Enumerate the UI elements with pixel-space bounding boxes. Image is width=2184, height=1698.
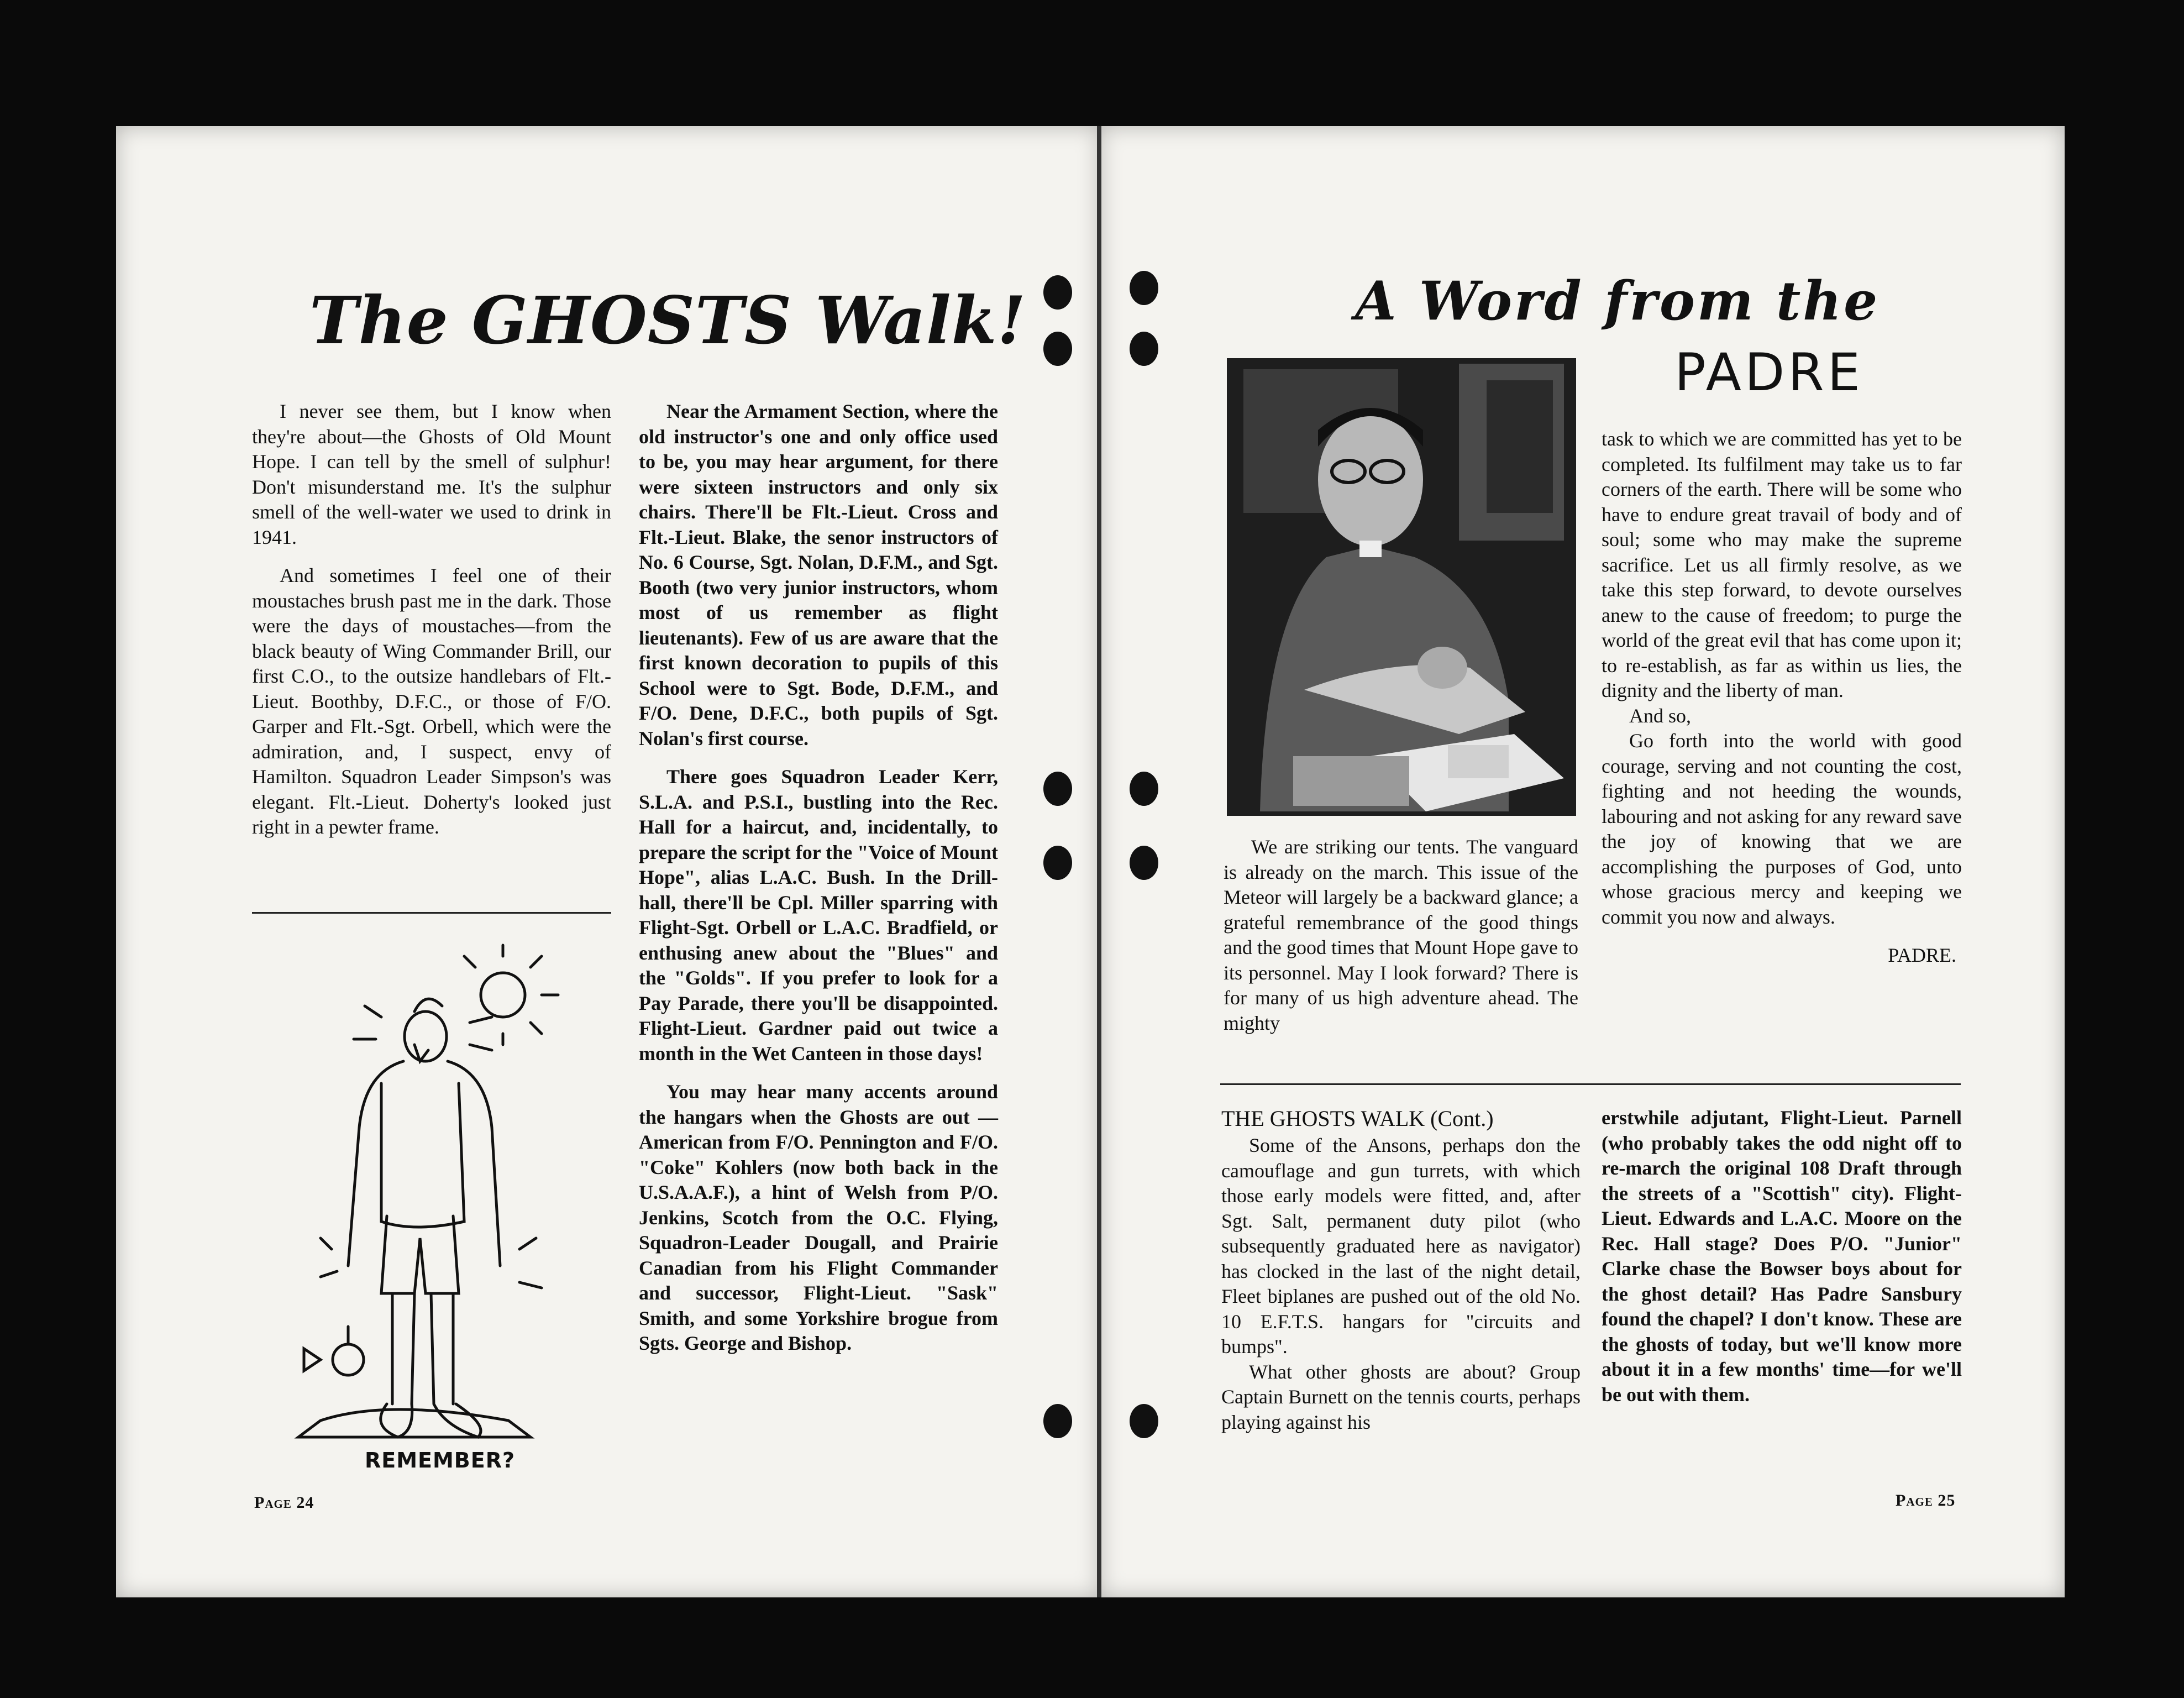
binder-hole-icon xyxy=(1130,271,1158,305)
padre-photo xyxy=(1227,358,1576,816)
binder-hole-icon xyxy=(1043,332,1072,366)
divider xyxy=(252,912,611,914)
padre-title-line1: A Word from the xyxy=(1355,270,1880,332)
paragraph: erstwhile adjutant, Flight-Lieut. Parnell (who probably takes the odd night off to re-march the original 108 Draft through the streets of a "Scottish" city). Flight-Lieut. Edwards and L.A.C. Moore on the Rec. Hall stage? Does P/O. "Junior" Clarke chase the Bowser boys about for the ghost detail? Has Padre Sansbury found the chapel? I don't know. These are the ghosts of today, but we'll know more about it in a few months' time—for we'll be out with them. xyxy=(1602,1107,1962,1406)
paragraph: Near the Armament Section, where the old instructor's one and only office used to be, you may hear argument, for there were sixteen instructors and only six chairs. There'll be Flt.-Lieut. Cross and Flt.-Lieut. Blake, the senor instructors of No. 6 Course, Sgt. Nolan, D.F.M., and Sgt. Booth (two very junior instructors, whom most of us remember as flight lieutenants). Few of us are aware that the first known decoration to pupils of this School were to Sgt. Bode, D.F.M., and F/O. Dene, D.F.C., both pupils of Sgt. Nolan's first course. xyxy=(639,400,998,750)
padre-column-b xyxy=(1602,427,1962,968)
binder-hole-icon xyxy=(1043,772,1072,806)
paragraph: I never see them, but I know when they're about—the Ghosts of Old Mount Hope. I can tell by the smell of sulphur! Don't misunderstand me. It's the sulphur smell of the well-water we used to drink in 1941. xyxy=(252,400,611,548)
cartoon-caption: REMEMBER? xyxy=(365,1448,516,1472)
binder-hole-icon xyxy=(1043,1404,1072,1438)
padre-title-line2: PADRE xyxy=(1674,343,1864,403)
paragraph: What other ghosts are about? Group Captain Burnett on the tennis courts, perhaps playing against his xyxy=(1221,1360,1581,1433)
left-column-2 xyxy=(639,399,998,1370)
article-title: The GHOSTS Walk! xyxy=(309,282,1027,359)
book-spine xyxy=(1097,126,1101,1597)
paragraph: We are striking our tents. The vanguard is already on the march. This issue of the Meteor will largely be a backward glance; a grateful remembrance of the good things and the good times that Mount Hope gave to its personnel. May I look forward? There is for many of us high adventure ahead. The mighty xyxy=(1224,836,1578,1034)
continuation-column-1 xyxy=(1221,1133,1581,1448)
binder-hole-icon xyxy=(1130,772,1158,806)
paragraph: And so, xyxy=(1629,704,1692,727)
binder-hole-icon xyxy=(1130,332,1158,366)
binder-hole-icon xyxy=(1043,846,1072,880)
binder-hole-icon xyxy=(1130,1404,1158,1438)
left-column-1 xyxy=(252,399,611,853)
page-number-right: Page 25 xyxy=(1896,1491,1956,1510)
divider xyxy=(1220,1083,1961,1085)
continuation-column-2 xyxy=(1602,1105,1962,1421)
continuation-heading: THE GHOSTS WALK (Cont.) xyxy=(1221,1106,1494,1131)
signature: PADRE. xyxy=(1888,944,1956,966)
binder-hole-icon xyxy=(1130,846,1158,880)
paragraph: There goes Squadron Leader Kerr, S.L.A. and P.S.I., bustling into the Rec. Hall for a haircut, and, incidentally, to prepare the script for the "Voice of Mount Hope", alias L.A.C. Bush. In the Drill-hall, there'll be Cpl. Miller sparring with Flight-Sgt. Orbell or L.A.C. Bradfield, or enthusing anew about the "Blues" and the "Golds". If you prefer to look for a Pay Parade, there you'll be disappointed. Flight-Lieut. Gardner paid out twice a month in the Wet Canteen in those days! xyxy=(639,766,998,1065)
paragraph: Go forth into the world with good courage, serving and not counting the cost, fighting and not heeding the wounds, labouring and not asking for any reward save the joy of knowing that we are accomplishing the purposes of God, unto whose gracious mercy and keeping we commit you now and always. xyxy=(1602,730,1962,928)
paragraph: Some of the Ansons, perhaps don the camouflage and gun turrets, with which those early models were fitted, and, after Sgt. Salt, permanent duty pilot (who subsequently graduated here as navigator) has clocked in the last of the night detail, Fleet biplanes are pushed out of the old No. 10 E.F.T.S. hangars for "circuits and bumps". xyxy=(1221,1134,1581,1358)
page-number-left: Page 24 xyxy=(254,1493,314,1512)
padre-column-a xyxy=(1224,835,1578,1049)
binder-hole-icon xyxy=(1043,275,1072,310)
cartoon-illustration xyxy=(287,940,597,1481)
paragraph: task to which we are committed has yet to be completed. Its fulfilment may take us to far corners of the earth. There will be some who have to endure great travail of body and of soul; some who may make the supreme sacrifice. Let us all firmly resolve, as we take this step forward, to devote ourselves anew to the cause of freedom; to purge the world of the great evil that has come upon it; to re-establish, as far as within us lies, the dignity and the liberty of man. xyxy=(1602,428,1962,701)
paragraph: And sometimes I feel one of their moustaches brush past me in the dark. Those were the days of moustaches—from the black beauty of Wing Commander Brill, our first C.O., to the outsize handlebars of Flt.-Lieut. Boothby, D.F.C., or those of F/O. Garper and Flt.-Sgt. Orbell, which were the admiration, and, I suspect, envy of Hamilton. Squadron Leader Simpson's was elegant. Flt.-Lieut. Doherty's looked just right in a pewter frame. xyxy=(252,564,611,838)
paragraph: You may hear many accents around the hangars when the Ghosts are out —American from F/O. Pennington and F/O. "Coke" Kohlers (now both back in the U.S.A.A.F.), a hint of Welsh from P/O. Jenkins, Scotch from the O.C. Flying, Squadron-Leader Dougall, and Prairie Canadian from his Flight Commander and successor, Flight-Lieut. "Sask" Smith, and some Yorkshire brogue from Sgts. George and Bishop. xyxy=(639,1081,998,1354)
